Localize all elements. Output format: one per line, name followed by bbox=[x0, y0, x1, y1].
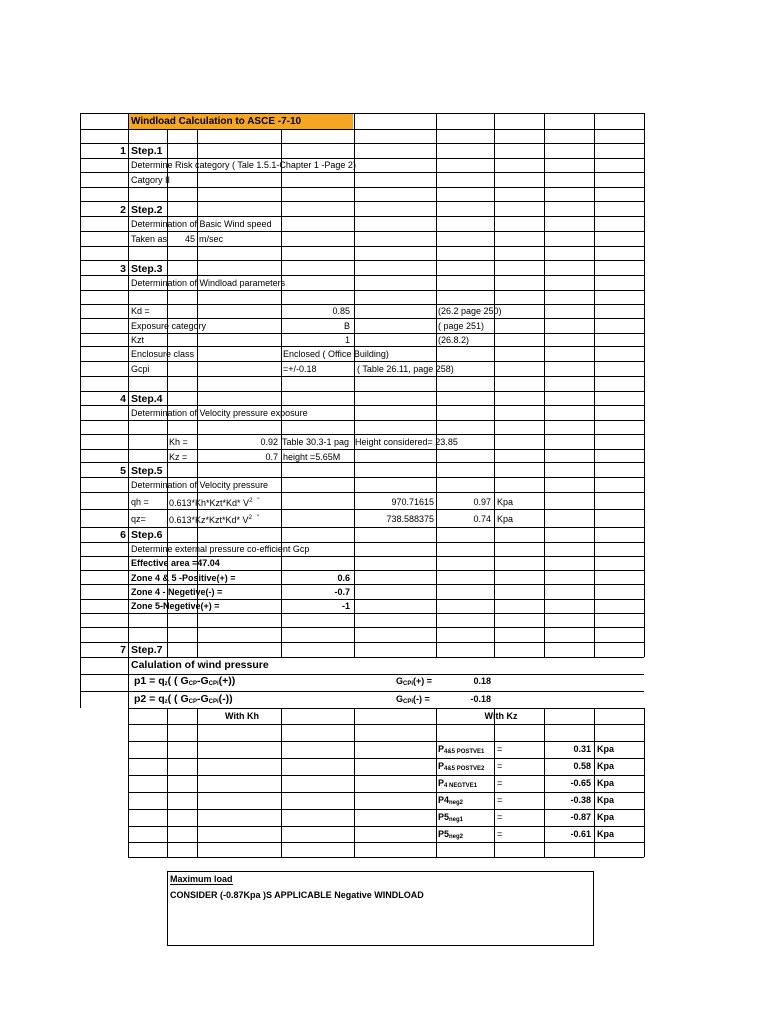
exposure-reference: ( page 251) bbox=[438, 321, 485, 331]
grid-hline bbox=[128, 758, 644, 759]
qh-unit: Kpa bbox=[497, 497, 514, 507]
grid-vline bbox=[281, 708, 282, 857]
step-number: 4 bbox=[120, 393, 126, 405]
wind-speed-label: Taken as bbox=[131, 234, 168, 244]
gcpi-label: Gcpi bbox=[131, 364, 150, 374]
result-unit: Kpa bbox=[597, 744, 615, 754]
exposure-label: Exposure category bbox=[131, 321, 207, 331]
kzt-reference: (26.8.2) bbox=[438, 335, 470, 345]
result-equals: = bbox=[497, 795, 503, 805]
result-unit: Kpa bbox=[597, 795, 615, 805]
grid-hline bbox=[128, 741, 644, 742]
grid-hline bbox=[80, 509, 644, 510]
kd-value: 0.85 bbox=[332, 306, 350, 316]
kh-label: Kh = bbox=[169, 437, 188, 447]
exposure-value: B bbox=[343, 321, 350, 331]
with-kh-header: With Kh bbox=[225, 711, 259, 721]
grid-hline bbox=[80, 434, 644, 435]
p2-formula: $p2 = q_z$( ( $G_{CP}-G_{CPi}(-)$) bbox=[134, 693, 233, 705]
p1-formula: $p1 = q_z$( ( $G_{CP}-G_{CPi}(+)$) bbox=[134, 675, 236, 687]
result-equals: = bbox=[497, 812, 503, 822]
grid-hline bbox=[80, 449, 644, 450]
gcpi-positive-label: $G_{CPi}(+)$ = bbox=[396, 676, 433, 687]
grid-vline bbox=[594, 708, 595, 857]
result-label: $P4_{neg2}$ bbox=[438, 795, 464, 806]
result-value: 0.31 bbox=[573, 744, 591, 754]
kzt-label: Kzt bbox=[131, 335, 145, 345]
step-label: Step.1 bbox=[131, 145, 163, 157]
zone-value: -0.7 bbox=[334, 587, 350, 597]
kz-height: height =5.65M bbox=[283, 452, 341, 462]
grid-hline bbox=[80, 420, 644, 421]
step-number: 6 bbox=[120, 529, 126, 541]
grid-hline bbox=[80, 657, 644, 658]
grid-vline bbox=[544, 113, 545, 657]
qh-value: 970.71615 bbox=[391, 497, 434, 507]
grid-hline bbox=[80, 613, 644, 614]
result-label: $P5_{neg1}$ bbox=[438, 812, 464, 823]
result-value: 0.58 bbox=[573, 761, 591, 771]
grid-hline bbox=[80, 231, 644, 232]
kz-label: Kz = bbox=[169, 452, 188, 462]
step-label: Step.3 bbox=[131, 263, 163, 275]
grid-hline bbox=[80, 542, 644, 543]
step4-description: Determination of Velocity pressure exposure bbox=[131, 408, 308, 418]
grid-vline bbox=[644, 113, 645, 657]
grid-vline bbox=[494, 708, 495, 857]
step-label: Step.4 bbox=[131, 393, 163, 405]
gcpi-negative-label: $G_{CPi}(-)$ = bbox=[396, 694, 430, 705]
maximum-load-heading: Maximum load bbox=[170, 874, 233, 884]
qz-formula: 0.613*Kz*Kzt*Kd* $V^2$ " bbox=[169, 515, 260, 525]
result-label: $P_{4 NEGTVE1}$ bbox=[438, 778, 478, 789]
grid-hline bbox=[128, 792, 644, 793]
kz-value: 0.7 bbox=[265, 452, 278, 462]
grid-vline bbox=[594, 113, 595, 657]
step2-description: Determination of Basic Wind speed bbox=[131, 219, 272, 229]
kzt-value: 1 bbox=[344, 335, 350, 345]
grid-hline bbox=[80, 405, 644, 406]
grid-hline bbox=[128, 842, 644, 843]
grid-hline bbox=[80, 361, 644, 362]
step5-description: Determination of Velocity pressure bbox=[131, 480, 269, 490]
result-unit: Kpa bbox=[597, 829, 615, 839]
grid-hline bbox=[80, 187, 644, 188]
height-considered: Height considered= 23.85 bbox=[355, 437, 458, 447]
zone-label: Zone 5-Negetive(+) = bbox=[131, 601, 220, 611]
result-unit: Kpa bbox=[597, 812, 615, 822]
step-label: Step.5 bbox=[131, 465, 163, 477]
result-value: -0.87 bbox=[570, 812, 591, 822]
grid-hline bbox=[128, 708, 644, 709]
step6-description: Determine external pressure co-efficient Gcp bbox=[131, 544, 310, 554]
gcpi-value: =+/-0.18 bbox=[283, 364, 317, 374]
grid-hline bbox=[80, 556, 644, 557]
grid-hline bbox=[80, 129, 644, 130]
grid-hline bbox=[128, 724, 644, 725]
kh-reference: Table 30.3-1 pag bbox=[282, 438, 350, 447]
with-kz-header: With Kz bbox=[484, 711, 518, 721]
kd-label: Kd = bbox=[131, 306, 150, 316]
step-label: Step.6 bbox=[131, 529, 163, 541]
wind-speed-unit: m/sec bbox=[199, 234, 224, 244]
grid-hline bbox=[80, 143, 644, 144]
grid-hline bbox=[80, 492, 644, 493]
enclosure-value: Enclosed ( Office Building) bbox=[283, 349, 389, 359]
step-label: Step.7 bbox=[131, 644, 163, 656]
maximum-load-text: CONSIDER (-0.87Kpa )S APPLICABLE Negative WINDLOAD bbox=[170, 890, 424, 900]
step-number: 5 bbox=[120, 465, 126, 477]
grid-hline bbox=[80, 275, 644, 276]
step-number: 1 bbox=[120, 145, 126, 157]
grid-hline bbox=[80, 260, 644, 261]
result-value: -0.61 bbox=[570, 829, 591, 839]
result-equals: = bbox=[497, 761, 503, 771]
step7-description: Calulation of wind pressure bbox=[131, 659, 269, 671]
grid-hline bbox=[80, 346, 644, 347]
qh-formula: 0.613*Kh*Kzt*Kd* $V^2$ " bbox=[169, 498, 260, 508]
grid-vline bbox=[167, 708, 168, 857]
grid-hline bbox=[80, 172, 644, 173]
gcpi-reference: ( Table 26.11, page 258) bbox=[357, 364, 454, 374]
grid-vline bbox=[436, 708, 437, 857]
qz-unit: Kpa bbox=[497, 514, 514, 524]
result-label: $P_{4\&5 POSTVE2}$ bbox=[438, 761, 485, 772]
result-value: -0.65 bbox=[570, 778, 591, 788]
grid-hline bbox=[128, 775, 644, 776]
grid-vline bbox=[436, 113, 437, 657]
gcpi-positive-value: 0.18 bbox=[473, 676, 491, 686]
zone-label: Zone 4 - Negetive(-) = bbox=[131, 587, 223, 597]
result-label: $P_{4\&5 POSTVE1}$ bbox=[438, 744, 485, 755]
result-equals: = bbox=[497, 744, 503, 754]
grid-hline bbox=[80, 642, 644, 643]
grid-hline bbox=[80, 627, 644, 628]
effective-area: Effective area =47.04 bbox=[131, 558, 220, 568]
qh-kpa: 0.97 bbox=[473, 497, 491, 507]
qh-label: qh = bbox=[131, 497, 149, 507]
grid-hline bbox=[80, 462, 644, 463]
grid-vline bbox=[80, 113, 81, 708]
step-label: Step.2 bbox=[131, 204, 163, 216]
gcpi-negative-value: -0.18 bbox=[470, 694, 491, 704]
step-number: 2 bbox=[120, 204, 126, 216]
grid-hline bbox=[80, 376, 644, 377]
result-unit: Kpa bbox=[597, 778, 615, 788]
grid-vline bbox=[644, 708, 645, 857]
step1-description: Determine Risk category ( Tale 1.5.1-Chapter 1 -Page 2) bbox=[131, 160, 356, 170]
qz-kpa: 0.74 bbox=[473, 514, 491, 524]
grid-hline bbox=[80, 216, 644, 217]
grid-vline bbox=[354, 113, 355, 657]
grid-hline bbox=[128, 826, 644, 827]
grid-hline bbox=[80, 201, 644, 202]
sheet-title: Windload Calculation to ASCE -7-10 bbox=[129, 114, 353, 129]
kd-reference: (26.2 page 250) bbox=[438, 306, 502, 316]
zone-value: 0.6 bbox=[337, 573, 350, 583]
grid-hline bbox=[80, 584, 644, 585]
wind-speed-value: 45 bbox=[184, 234, 195, 244]
grid-hline bbox=[80, 691, 644, 692]
kh-value: 0.92 bbox=[260, 437, 278, 447]
grid-hline bbox=[80, 304, 644, 305]
result-label: $P5_{neg2}$ bbox=[438, 829, 464, 840]
grid-hline bbox=[128, 809, 644, 810]
grid-hline bbox=[80, 333, 644, 334]
grid-hline bbox=[80, 527, 644, 528]
result-equals: = bbox=[497, 778, 503, 788]
grid-hline bbox=[80, 290, 644, 291]
grid-hline bbox=[80, 246, 644, 247]
result-value: -0.38 bbox=[570, 795, 591, 805]
grid-hline bbox=[80, 599, 644, 600]
result-unit: Kpa bbox=[597, 761, 615, 771]
grid-vline bbox=[354, 708, 355, 857]
step-number: 7 bbox=[120, 644, 126, 656]
enclosure-label: Enclosure class bbox=[131, 349, 195, 359]
grid-hline bbox=[80, 391, 644, 392]
zone-value: -1 bbox=[341, 601, 350, 611]
grid-hline bbox=[80, 570, 644, 571]
step3-description: Determination of Windload parameters bbox=[131, 278, 286, 288]
grid-vline bbox=[128, 113, 129, 857]
risk-category: Catgory II bbox=[131, 175, 171, 185]
qz-value: 738.588375 bbox=[386, 514, 434, 524]
grid-hline bbox=[80, 318, 644, 319]
qz-label: qz= bbox=[131, 514, 146, 524]
grid-vline bbox=[494, 113, 495, 657]
grid-vline bbox=[197, 708, 198, 857]
grid-hline bbox=[128, 857, 644, 858]
zone-label: Zone 4 & 5 -Positive(+) = bbox=[131, 573, 236, 583]
grid-hline bbox=[80, 158, 644, 159]
result-equals: = bbox=[497, 829, 503, 839]
grid-hline bbox=[80, 477, 644, 478]
maximum-load-box bbox=[167, 871, 594, 946]
step-number: 3 bbox=[120, 263, 126, 275]
